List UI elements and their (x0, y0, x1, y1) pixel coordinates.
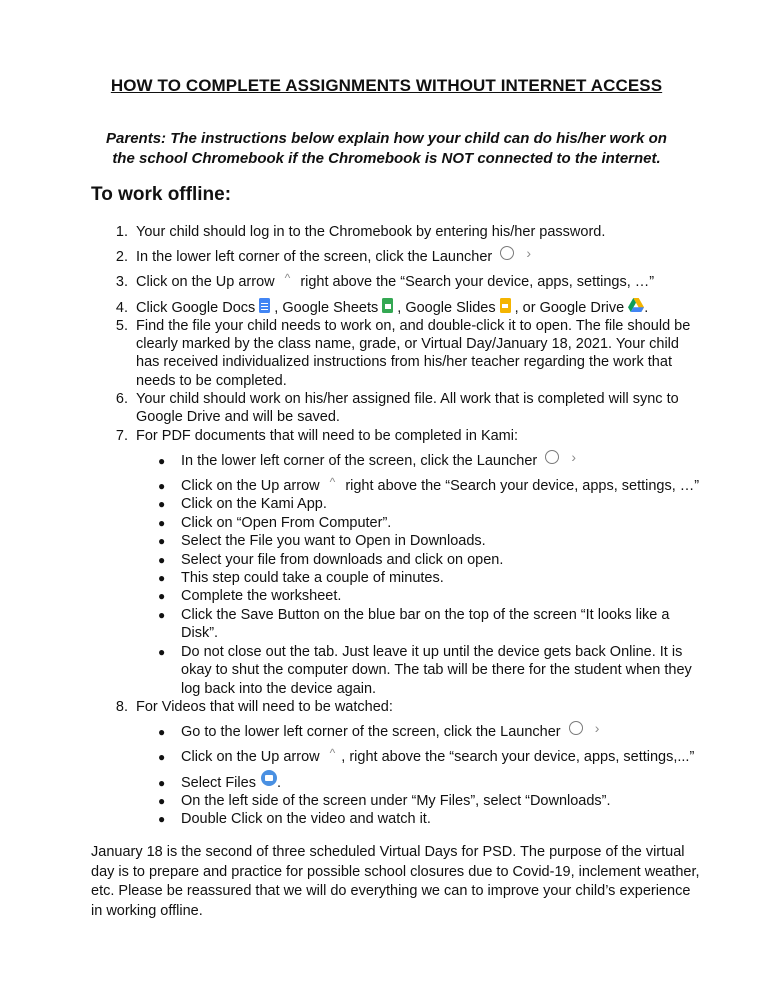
closing-line: January 18 is the second of three scheduled Virtual Days for PSD. The purpose of the virtual (91, 844, 685, 860)
bullet-icon: ● (158, 589, 166, 603)
step-text (136, 245, 531, 266)
bullet-text (181, 449, 576, 470)
step-text-line: Your child should work on his/her assigned file. All work that is completed will sync to (136, 391, 679, 407)
intro-line-2: the school Chromebook if the Chromebook is NOT connected to the internet. (112, 150, 661, 167)
step-text-part: , or Google Drive (514, 300, 625, 316)
bullet-text-line: Click the Save Button on the blue bar on the top of the screen “It looks like a (181, 607, 670, 623)
up-arrow-icon: ^ (284, 271, 291, 286)
step-text (136, 273, 654, 291)
bullet-text: This step could take a couple of minutes. (181, 570, 444, 586)
step-number: 4. (115, 300, 128, 316)
bullet-icon: ● (158, 725, 166, 739)
up-arrow-icon: ^ (329, 475, 336, 490)
step-number: 6. (115, 391, 128, 407)
bullet-icon: ● (158, 794, 166, 808)
section-heading: To work offline: (91, 184, 232, 205)
bullet-icon: ● (158, 479, 166, 493)
step-number: 2. (115, 249, 128, 265)
step-text-part: , Google Slides (397, 300, 496, 316)
bullet-text-line: Disk”. (181, 625, 219, 641)
bullet-text: Complete the worksheet. (181, 588, 342, 604)
document-title: HOW TO COMPLETE ASSIGNMENTS WITHOUT INTERNET ACCESS (110, 76, 663, 95)
bullet-text: Click on “Open From Computer”. (181, 515, 392, 531)
bullet-icon: ● (158, 608, 166, 622)
bullet-text (181, 720, 600, 741)
step-number: 8. (115, 699, 128, 715)
bullet-text-part: In the lower left corner of the screen, click the Launcher (181, 453, 538, 469)
bullet-text-part: Select Files (181, 775, 256, 791)
step-text-part: In the lower left corner of the screen, click the Launcher (136, 249, 493, 265)
bullet-text-part: , right above the “search your device, apps, settings,...” (341, 749, 695, 765)
step-text: For PDF documents that will need to be completed in Kami: (136, 428, 519, 444)
bullet-icon: ● (158, 534, 166, 548)
step-text-part: right above the “Search your device, apps, settings, …” (300, 274, 655, 290)
bullet-icon: ● (158, 812, 166, 826)
google-slides-icon (500, 298, 511, 313)
bullet-text-part: . (276, 775, 281, 791)
bullet-text-part: right above the “Search your device, apps, settings, …” (345, 478, 700, 494)
bullet-icon: ● (158, 454, 166, 468)
step-text-part: , Google Sheets (274, 300, 379, 316)
bullet-icon: ● (158, 571, 166, 585)
chevron-right-icon: › (594, 720, 600, 737)
step-number: 7. (115, 428, 128, 444)
step-text-part: Click Google Docs (136, 300, 256, 316)
bullet-icon: ● (158, 497, 166, 511)
bullet-text: Double Click on the video and watch it. (181, 811, 431, 827)
google-drive-icon (628, 298, 644, 312)
intro-line-1: Parents: The instructions below explain how your child can do his/her work on (106, 130, 667, 147)
step-text (136, 299, 648, 317)
step-text-line: needs to be completed. (136, 373, 287, 389)
bullet-text-part: Click on the Up arrow (181, 749, 320, 765)
google-docs-icon (259, 298, 270, 313)
bullet-text (181, 774, 281, 792)
up-arrow-icon: ^ (329, 746, 336, 761)
bullet-icon: ● (158, 645, 166, 659)
bullet-text: On the left side of the screen under “My Files”, select “Downloads”. (181, 793, 611, 809)
step-number: 1. (115, 224, 128, 240)
launcher-circle-icon (500, 246, 514, 260)
chevron-right-icon: › (526, 245, 531, 262)
step-text-line: clearly marked by the class name, grade, or Virtual Day/January 18, 2021. Your child (136, 336, 679, 352)
bullet-icon: ● (158, 516, 166, 530)
bullet-text (181, 477, 699, 495)
closing-line: day is to prepare and practice for possible school closures due to Covid-19, inclement weather, (91, 863, 700, 880)
bullet-icon: ● (158, 776, 166, 790)
closing-line: in working offline. (91, 902, 203, 919)
bullet-text-part: Click on the Up arrow (181, 478, 320, 494)
step-text: Your child should log in to the Chromebook by entering his/her password. (136, 224, 606, 240)
bullet-text-line: okay to shut the computer down. The tab will be there for the student when they (181, 662, 692, 678)
bullet-icon: ● (158, 750, 166, 764)
step-text-part: . (644, 300, 649, 316)
files-app-icon (261, 770, 277, 786)
bullet-text: Click on the Kami App. (181, 496, 327, 512)
bullet-text: Select the File you want to Open in Downloads. (181, 533, 486, 549)
launcher-circle-icon (569, 721, 583, 735)
step-text-line: Find the file your child needs to work on, and double-click it to open. The file should be (136, 318, 691, 334)
bullet-icon: ● (158, 553, 166, 567)
step-number: 5. (115, 318, 128, 334)
google-sheets-icon (382, 298, 393, 313)
closing-paragraph (91, 843, 700, 921)
parents-intro (90, 129, 683, 169)
step-text-line: has received individualized instructions from his/her teacher regarding the work that (136, 354, 672, 370)
step-text-line: Google Drive and will be saved. (136, 409, 340, 425)
bullet-text-line: log back into the device again. (181, 681, 377, 697)
bullet-text (181, 748, 694, 766)
closing-line: etc. Please be reassured that we will do everything we can to improve your child’s experience (91, 883, 691, 899)
bullet-text: Select your file from downloads and click on open. (181, 552, 504, 568)
chevron-right-icon: › (571, 449, 576, 466)
step-text: For Videos that will need to be watched: (136, 699, 393, 715)
bullet-text-line: Do not close out the tab. Just leave it up until the device gets back Online. It is (181, 644, 683, 660)
launcher-circle-icon (545, 450, 559, 464)
bullet-text-part: Go to the lower left corner of the screen, click the Launcher (181, 724, 561, 740)
step-number: 3. (115, 274, 128, 290)
step-text-part: Click on the Up arrow (136, 274, 275, 290)
